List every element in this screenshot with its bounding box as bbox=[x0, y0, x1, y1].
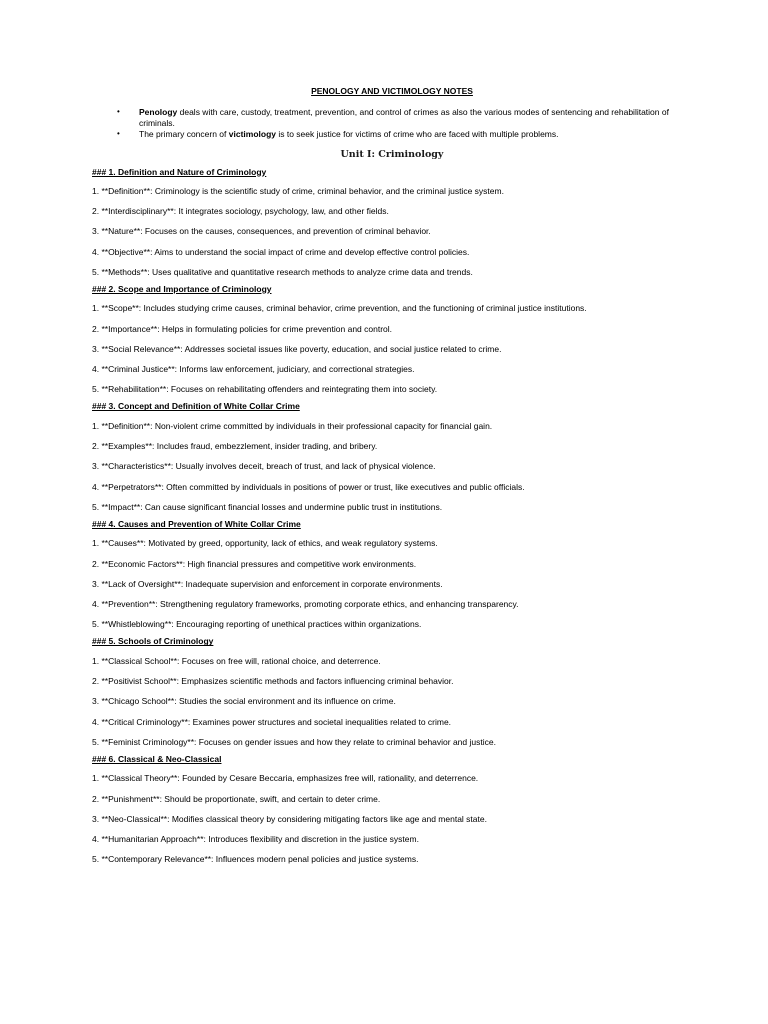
list-item: 2. **Punishment**: Should be proportionate, swift, and certain to deter crime. bbox=[92, 793, 381, 804]
list-item: 5. **Impact**: Can cause significant financial losses and undermine public trust in institutions. bbox=[92, 501, 443, 512]
document-page bbox=[92, 86, 692, 865]
list-item: 3. **Characteristics**: Usually involves deceit, breach of trust, and lack of physical violence. bbox=[92, 461, 436, 472]
section-6 bbox=[92, 754, 692, 865]
list-item: 2. **Importance**: Helps in formulating policies for crime prevention and control. bbox=[92, 323, 393, 334]
list-item: 5. **Rehabilitation**: Focuses on rehabilitating offenders and reintegrating them into society. bbox=[92, 384, 438, 395]
list-item: 2. **Examples**: Includes fraud, embezzlement, insider trading, and bribery. bbox=[92, 441, 378, 452]
list-item: 5. **Feminist Criminology**: Focuses on gender issues and how they relate to criminal behavior and justice. bbox=[92, 736, 496, 747]
list-item: 5. **Contemporary Relevance**: Influences modern penal policies and justice systems. bbox=[92, 854, 419, 865]
intro-text-pre: The primary concern of bbox=[139, 129, 229, 139]
list-item: 4. **Prevention**: Strengthening regulatory frameworks, promoting corporate ethics, and enhancing transparency. bbox=[92, 599, 519, 610]
list-item: 3. **Neo-Classical**: Modifies classical theory by considering mitigating factors like age and mental state. bbox=[92, 813, 487, 824]
bullet-icon: • bbox=[117, 129, 120, 138]
list-item: 1. **Classical Theory**: Founded by Cesare Beccaria, emphasizes free will, rationality, and deterrence. bbox=[92, 773, 479, 784]
list-item: 4. **Humanitarian Approach**: Introduces flexibility and discretion in the justice system. bbox=[92, 834, 419, 845]
list-item: 2. **Interdisciplinary**: It integrates sociology, psychology, law, and other fields. bbox=[92, 206, 389, 217]
sections-container bbox=[92, 167, 692, 866]
section-heading: ### 4. Causes and Prevention of White Collar Crime bbox=[92, 518, 301, 529]
list-item: 4. **Perpetrators**: Often committed by individuals in positions of power or trust, like executives and public officials. bbox=[92, 481, 525, 492]
list-item: 3. **Lack of Oversight**: Inadequate supervision and enforcement in corporate environments. bbox=[92, 578, 443, 589]
section-1 bbox=[92, 167, 692, 278]
intro-item-penology bbox=[92, 107, 692, 128]
intro-term: victimology bbox=[228, 129, 276, 139]
list-item: 1. **Scope**: Includes studying crime causes, criminal behavior, crime prevention, and the functioning of criminal justice institutions. bbox=[92, 303, 587, 314]
section-heading: ### 1. Definition and Nature of Criminology bbox=[92, 166, 267, 177]
list-item: 4. **Critical Criminology**: Examines power structures and societal inequalities related to crime. bbox=[92, 716, 452, 727]
intro-text: is to seek justice for victims of crime who are faced with multiple problems. bbox=[276, 129, 559, 139]
list-item: 5. **Whistleblowing**: Encouraging reporting of unethical practices within organizations. bbox=[92, 619, 422, 630]
document-title: PENOLOGY AND VICTIMOLOGY NOTES bbox=[311, 86, 473, 96]
section-5 bbox=[92, 636, 692, 747]
unit-title: Unit I: Criminology bbox=[340, 148, 444, 160]
section-3 bbox=[92, 401, 692, 512]
intro-list bbox=[92, 107, 692, 140]
list-item: 2. **Economic Factors**: High financial pressures and competitive work environments. bbox=[92, 558, 417, 569]
list-item: 3. **Social Relevance**: Addresses societal issues like poverty, education, and social justice related to crime. bbox=[92, 343, 502, 354]
section-heading: ### 6. Classical & Neo-Classical bbox=[92, 753, 222, 764]
section-heading: ### 3. Concept and Definition of White Collar Crime bbox=[92, 401, 300, 412]
list-item: 1. **Definition**: Non-violent crime committed by individuals in their professional capacity for financial gain. bbox=[92, 420, 493, 431]
intro-term: Penology bbox=[139, 107, 178, 117]
list-item: 1. **Definition**: Criminology is the scientific study of crime, criminal behavior, and the criminal justice system. bbox=[92, 185, 504, 196]
intro-item-victimology bbox=[92, 129, 692, 140]
list-item: 1. **Classical School**: Focuses on free will, rational choice, and deterrence. bbox=[92, 655, 381, 666]
list-item: 4. **Objective**: Aims to understand the social impact of crime and develop effective control policies. bbox=[92, 246, 470, 257]
section-4 bbox=[92, 519, 692, 630]
section-2 bbox=[92, 284, 692, 395]
list-item: 5. **Methods**: Uses qualitative and quantitative research methods to analyze crime data and trends. bbox=[92, 266, 473, 277]
list-item: 1. **Causes**: Motivated by greed, opportunity, lack of ethics, and weak regulatory systems. bbox=[92, 538, 438, 549]
section-heading: ### 2. Scope and Importance of Criminology bbox=[92, 283, 272, 294]
list-item: 4. **Criminal Justice**: Informs law enforcement, judiciary, and correctional strategies. bbox=[92, 364, 415, 375]
list-item: 3. **Nature**: Focuses on the causes, consequences, and prevention of criminal behavior. bbox=[92, 226, 431, 237]
bullet-icon: • bbox=[117, 107, 120, 116]
intro-text: deals with care, custody, treatment, prevention, and control of crimes as also the various modes of sentencing and rehabilitation of criminals. bbox=[139, 107, 669, 128]
list-item: 2. **Positivist School**: Emphasizes scientific methods and factors influencing criminal behavior. bbox=[92, 676, 454, 687]
section-heading: ### 5. Schools of Criminology bbox=[92, 636, 214, 647]
list-item: 3. **Chicago School**: Studies the social environment and its influence on crime. bbox=[92, 696, 396, 707]
